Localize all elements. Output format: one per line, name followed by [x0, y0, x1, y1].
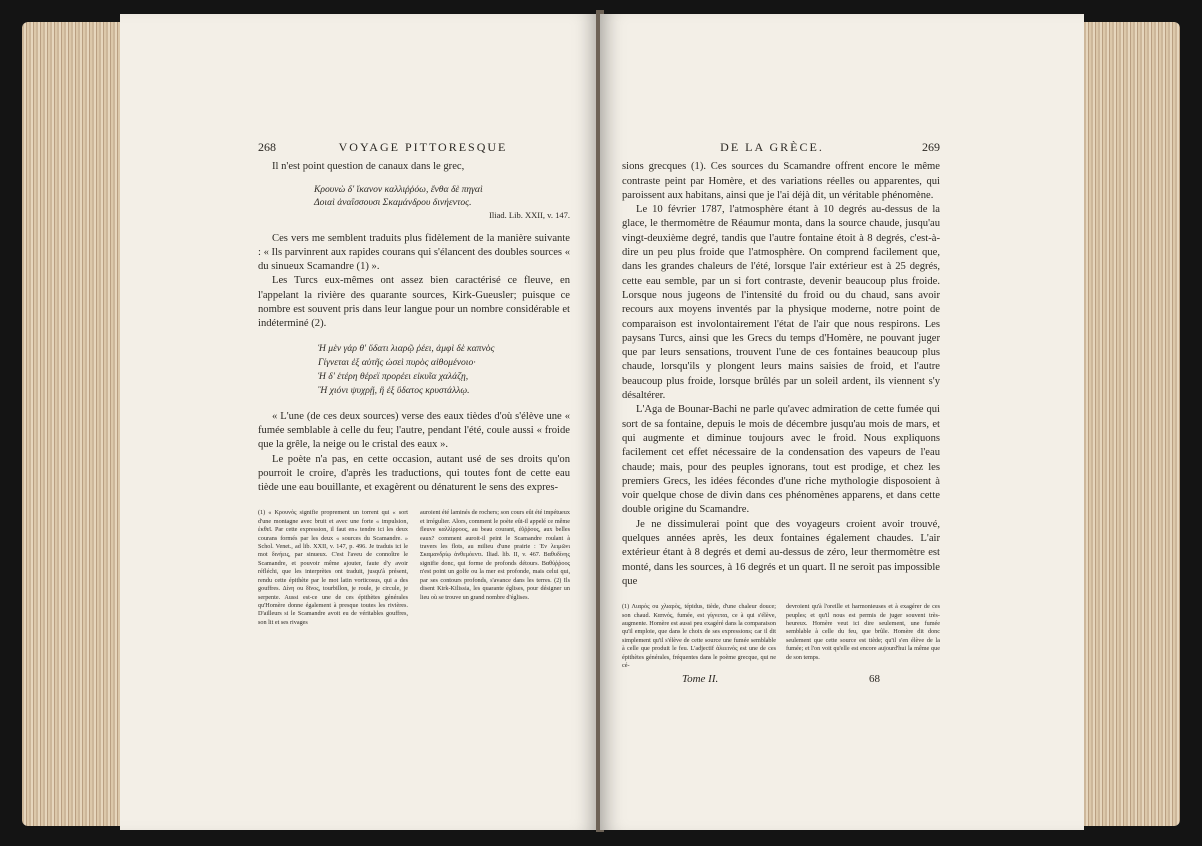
left-verse-1: [314, 183, 570, 222]
right-page-footer: [622, 672, 940, 686]
verse-line: Δοιαὶ ἀναΐσσουσι Σκαμάνδρου δινήεντος.: [314, 196, 472, 208]
left-paragraph-1: Ces vers me semblent traduits plus fidèlement de la manière suivante : « Ils parvinrent aux rapides courans qui s'élancent des doubles sources « du sinueux Scamandre (1) ».: [258, 232, 570, 273]
verse-line: Ἡ δ' ἑτέρη θέρεϊ προρέει εἰκυῖα χαλάζῃ,: [318, 370, 469, 382]
right-title: DE LA GRÈCE.: [720, 140, 824, 154]
right-page-edges: [1084, 22, 1180, 826]
left-page-content: [258, 140, 570, 627]
verse-line: Γίγνεται ἐξ αὐτῆς ὡσεὶ πυρὸς αἰθομένοιο·: [318, 356, 476, 368]
verse-line: Κρουνὼ δ' ἵκανον καλλιῤῥόω, ἔνθα δὲ πηγαὶ: [314, 183, 483, 195]
verse-source: Iliad. Lib. XXII, v. 147.: [489, 209, 570, 220]
right-paragraph-4: Je ne dissimulerai point que des voyageurs croient avoir trouvé, quelques années après, les deux fontaines également chaudes. L'air extérieur étant à 8 degrés et demi au-dessus de zéro, leur thermomètre est monté, dans les sources, à 16 degrés et un quart. Il ne seroit pas impossible que: [622, 518, 940, 587]
right-paragraph-1: sions grecques (1). Ces sources du Scamandre offrent encore le même contraste peint par Homère, et des variations réelles ou apparentes, qui paroissent aux habitans, ainsi que je l'ai déjà dit, un véritable phénomène.: [622, 161, 940, 201]
right-paragraph-2: Le 10 février 1787, l'atmosphère étant à 10 degrés au-dessus de la glace, le thermomètre de Réaumur monta, dans la source chaude, jusqu'au vingt-deuxième degré, tandis que l'autre fontaine étoit à 8 degrés, c'est-à-dire un peu plus froide que l'atmosphère. On comprend facilement que, dans les grandes chaleurs de l'été, lorsque l'air extérieur est à 25 degrés, cette eau semble, par un si fort contraste, devenir beaucoup plus froide. Lorsque nous jugeons de l'intensité du froid ou du chaud, sans avoir recours aux moyens inventés par la physique moderne, notre point de comparaison est involontairement l'état de l'air que nous respirons. Les paysans Turcs, ainsi que les Grecs du temps d'Homère, ne pouvant juger que par leurs sensations, trouvent l'une de ces fontaines beaucoup plus chaude, lorsqu'ils y plongent leurs mains saisies de froid, et l'autre beaucoup plus froide, lorsque brûlés par un soleil ardent, ils viennent s'y désaltérer.: [622, 204, 940, 402]
left-paragraph-2: Les Turcs eux-mêmes ont assez bien caractérisé ce fleuve, en l'appelant la rivière des quarante sources, Kirk-Gueusler; puisque ce nombre est souvent pris dans leur langue pour un nombre considérable et indéterminé (2).: [258, 275, 570, 330]
left-intro: Il n'est point question de canaux dans le grec,: [272, 161, 465, 173]
sheet-number: 68: [869, 673, 880, 686]
right-footnote-col-1: (1) Λιαρὸς ou χλιαρὸς, tépidus, tiède, d'une chaleur douce; son chaud. Καπνός, fumée, est γίγνεται, ce à qui s'élève, augmente. Homère est aussi peu exagéré dans la comparaison qu'il emploie, que dans le choix de ses expressions; car il dit simplement qu'il s'élève de cette source une fumée semblable à celle que produit le feu. L'adjectif ἀλεεινὸς est une de ces épithètes générales, fréquentes dans le poème grecque, qui ne cé-: [622, 603, 776, 670]
left-footnote-col-1: (1) « Κρουνὸς signifie proprement un torrent qui « sort d'une montagne avec bruit et avec une forte « impulsion, ἐκθεῖ. Par cette expression, il faut en« tendre ici les deux courans formés par les deux « sources du Scamandre. » Schol. Venet., ad lib. XXII, v. 147, p. 496. Je traduis ici le mot δινήεις, par sinueux. C'est l'aveu de connoître le Scamandre, et pouvoir même ajouter, faute d'y avoir réfléchi, que les interprètes ont traduit, jusqu'à présent, rendu cette épithète par le mot latin vorticosus, qui a des gouffres. Δίνη ou δῖνος, tourbillon, je roule, je circule, je serpente. Aussi est-ce une de ces épithètes générales qu'Homère donne également à presque toutes les rivières. D'ailleurs si le Scamandre avoit eu de véritables gouffres, son lit et ses rivages: [258, 509, 408, 626]
volume-signature: Tome II.: [682, 673, 719, 686]
left-title: VOYAGE PITTORESQUE: [338, 140, 508, 154]
verse-line: Ἢ χιόνι ψυχρῇ, ἢ ἐξ ὕδατος κρυστάλλῳ.: [318, 384, 470, 396]
left-footnotes: [258, 509, 570, 627]
left-paragraph-4: Le poète n'a pas, en cette occasion, autant usé de ses droits qu'on pourroit le croire, d'après les traductions, qui toutes font de cette eau tiède une eau bouillante, et exagèrent ou dénaturent le sens des expres-: [258, 453, 570, 494]
left-verse-2: [318, 342, 570, 398]
left-page-number: 268: [258, 140, 276, 154]
right-page-number: 269: [921, 140, 940, 154]
verse-line: Ἡ μὲν γάρ θ' ὕδατι λιαρῷ ῥέει, ἀμφὶ δὲ καπνὸς: [318, 342, 495, 354]
left-footnote-col-2: auroient été laminés de rochers; son cours eût été impétueux et irrégulier. Alors, comment le poète eût-il appelé ce même fleuve καλλίρροος, au beau courant, ἐΰῤῥους, aux belles eaux? comment auroit-il peint le Scamandre roulant à travers les flots, au milieu d'une prairie : Ἐν λειμῶνι Σκαμανδρίῳ ἀνθεμόεντι. Iliad. lib. II, v. 467. Βαθυδίνης signifie donc, qui forme de profonds détours. Βαθύῤῥοος n'est point un golfe ou la mer est profonde, mais celui qui, par ses contours profonds, s'avance dans les terres. (2) Ils disent Kirk-Kilissia, les quarante églises, pour désigner un lieu où se trouve un grand nombre d'églises.: [420, 509, 570, 601]
left-running-head: [258, 140, 570, 154]
right-footnote-col-2: devroient qu'à l'oreille et harmonieuses et à exagérer de ces peuples; et qu'il nous est permis de juger souvent très-heureux. Homère veut ici dire seulement, une fumée semblable à celle du feu, que brûle. Homère dit donc seulement que cette source est tiède; qu'il s'en élève de la fumée; et l'on voit qu'elle est encore aujourd'hui la même que de son temps.: [786, 603, 940, 661]
right-running-head: [622, 140, 940, 154]
right-page-content: [622, 140, 940, 687]
left-page-edges: [22, 22, 126, 826]
left-paragraph-3: « L'une (de ces deux sources) verse des eaux tièdes d'où s'élève une « fumée semblable à celle du feu; l'autre, pendant l'été, coule aussi « froide que la grêle, la neige ou le cristal des eaux ».: [258, 410, 570, 451]
right-paragraph-3: L'Aga de Bounar-Bachi ne parle qu'avec admiration de cette fumée qui sort de sa fontaine, depuis le mois de décembre jusqu'au mois de mars, et qui augmente et diminue toujours avec le froid. Nous expliquons facilement cet effet nécessaire de la condensation des vapeurs de l'eau chaude; mais, pour des peuples ignorans, tout est prodige, et chez les premiers Grecs, les idées fécondes d'une riche mythologie disposoient à voir quelque chose de divin dans ces phénomènes apparens, et dans cette double origine du Scamandre.: [622, 404, 940, 516]
right-footnotes: [622, 603, 940, 670]
